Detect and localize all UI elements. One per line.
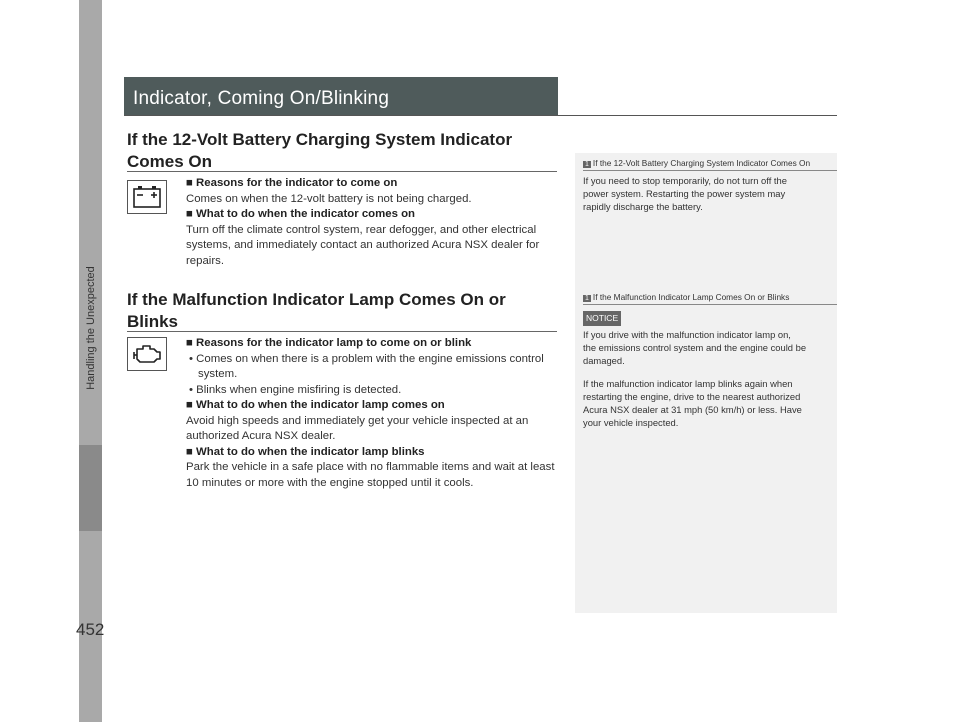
- note1-rule: [583, 170, 837, 171]
- section1-todo-heading: ■ What to do when the indicator comes on: [186, 208, 416, 220]
- engine-icon: [127, 337, 167, 371]
- section1-heading: [127, 129, 512, 173]
- section1-todo-line2: systems, and immediately contact an authorized Acura NSX dealer for: [186, 239, 540, 251]
- note2-rule: [583, 304, 837, 305]
- section2-rule: [127, 331, 557, 332]
- section2-bullet2: • Blinks when engine misfiring is detected.: [189, 383, 402, 396]
- section2-heading-line1: If the Malfunction Indicator Lamp Comes On or: [127, 290, 506, 309]
- section2-bullet1-cont: system.: [198, 368, 238, 380]
- section2-heading-line2: Blinks: [127, 312, 179, 331]
- section1-heading-line2: Comes On: [127, 152, 213, 171]
- section-label: [84, 198, 98, 458]
- section1-reasons-text: Comes on when the 12-volt battery is not being charged.: [186, 192, 472, 205]
- note2-text: NOTICE If you drive with the malfunction indicator lamp on, the emissions control system and the engine could be damaged. If the malfunction indicator lamp blinks again when restarting the engine, drive to the nearest authorized Acura NSX dealer at 31 mph (50 km/h) or less. Have your vehicle inspected.: [583, 313, 807, 428]
- section2-todo-on-heading: ■ What to do when the indicator lamp comes on: [186, 399, 445, 411]
- section-label-text: Handling the Unexpected: [85, 266, 97, 390]
- notice-badge: NOTICE: [583, 311, 621, 326]
- section1-body: [186, 176, 558, 269]
- note1-text: If you need to stop temporarily, do not turn off the power system. Restarting the power system may rapidly discharge the battery.: [583, 175, 787, 212]
- section2-todo-on-line1: Avoid high speeds and immediately get your vehicle inspected at an: [186, 414, 529, 427]
- battery-icon: [127, 180, 167, 214]
- section2-bullet1: • Comes on when there is a problem with the engine emissions control: [189, 352, 544, 365]
- section2-reasons-heading: ■ Reasons for the indicator lamp to come on or blink: [186, 337, 472, 349]
- section1-todo-line1: Turn off the climate control system, rear defogger, and other electrical: [186, 223, 537, 236]
- note1-heading: 1 If the 12-Volt Battery Charging System Indicator Comes On: [585, 158, 811, 168]
- section1-rule: [127, 171, 557, 172]
- section2-todo-blink-heading: ■ What to do when the indicator lamp blinks: [186, 445, 425, 458]
- note2-heading: 1 If the Malfunction Indicator Lamp Comes On or Blinks: [585, 292, 790, 302]
- section2-todo-blink-line1: Park the vehicle in a safe place with no flammable items and wait at least: [186, 461, 555, 473]
- section1-todo-line3: repairs.: [186, 254, 224, 267]
- page-title: Indicator, Coming On/Blinking: [133, 88, 390, 109]
- section2-heading: [127, 289, 506, 333]
- section2-todo-on-line2: authorized Acura NSX dealer.: [186, 430, 336, 442]
- page-number: 452: [76, 620, 105, 639]
- header-rule: [124, 115, 837, 116]
- section1-reasons-heading: ■ Reasons for the indicator to come on: [186, 177, 398, 189]
- section2-todo-blink-line2: 10 minutes or more with the engine stopped until it cools.: [186, 476, 474, 489]
- section2-body: [186, 336, 558, 491]
- section1-heading-line1: If the 12-Volt Battery Charging System Indicator: [127, 130, 513, 149]
